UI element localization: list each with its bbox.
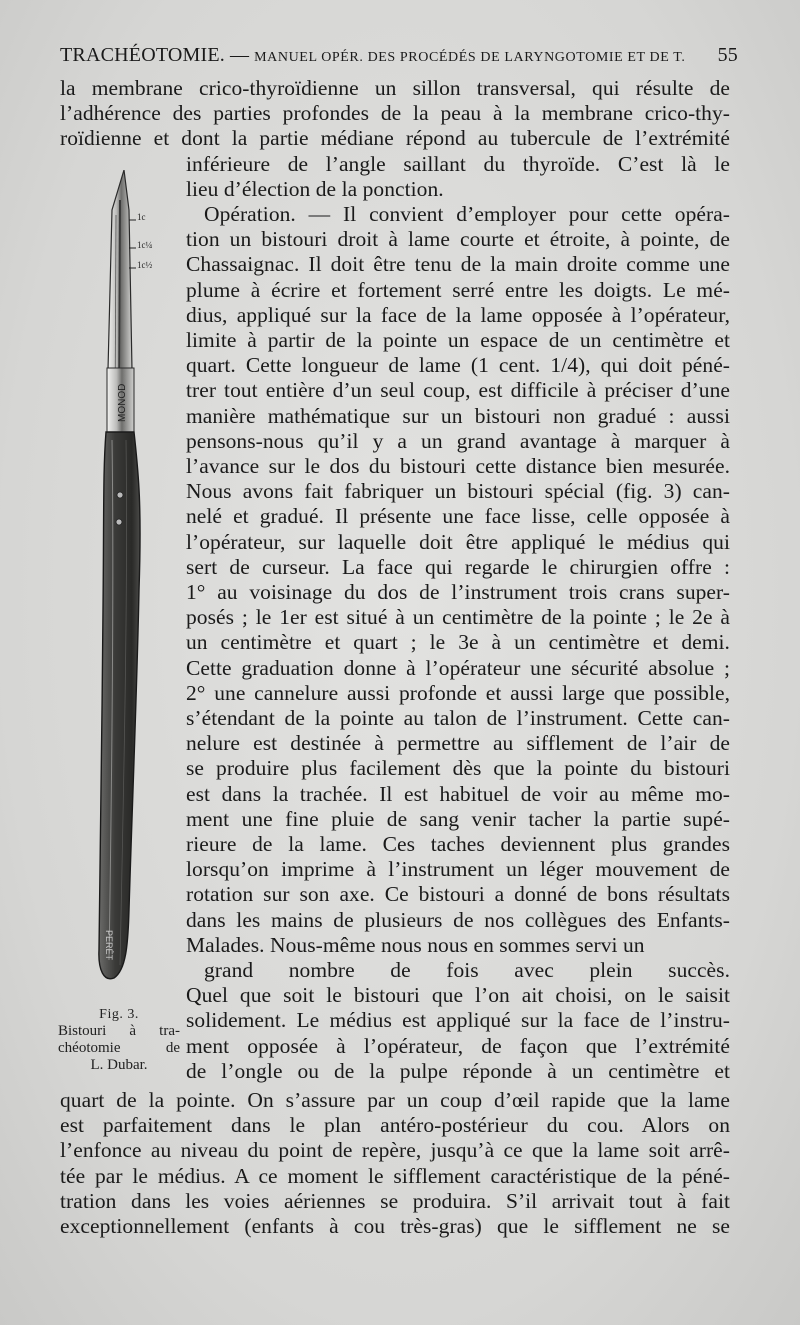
text-line: Opération. — Il convient d’employer pour cette opéra- <box>204 202 730 226</box>
text-line: Malades. Nous-même nous nous en sommes servi un <box>186 932 645 957</box>
caption-author: L. Dubar. <box>90 1057 148 1073</box>
text-line: lieu d’élection de la ponction. <box>186 176 444 201</box>
text-line: dans les mains de plusieurs de nos collègues des Enfants- <box>186 907 730 932</box>
caption-line-1 <box>58 1023 180 1040</box>
blade-mark-1: 1c <box>137 212 146 222</box>
text-line: Nous avons fait fabriquer un bistouri spécial (fig. 3) can- <box>186 479 730 504</box>
text-line: posés ; le 1er est situé à un centimètre de la pointe ; le 2e à <box>186 605 730 630</box>
text-line: Chassaignac. Il doit être tenu de la main droite comme une <box>186 252 730 277</box>
scalpel-illustration <box>82 170 162 985</box>
page-number: 55 <box>717 44 738 66</box>
text-line: limite à partir de la pointe un espace de un centimètre et <box>186 328 730 352</box>
text-line: tée par le médius. A ce moment le sifflement caractéristique de la péné- <box>60 1163 730 1188</box>
text-line: sert de curseur. La face qui regarde le chirurgien offre : <box>186 554 730 579</box>
blade-mark-2: 1c¼ <box>137 240 153 250</box>
text-line: manière mathématique sur un bistouri non gradué : aussi <box>186 403 730 428</box>
text-line: pensons-nous qu’il y a un grand avantage à marquer à <box>186 428 730 453</box>
text-line: se produire plus facilement dès que la pointe du bistouri <box>186 756 730 781</box>
text-line: rieure de la lame. Ces taches deviennent plus grandes <box>186 832 730 856</box>
caption-word: Bistouri <box>58 1023 107 1039</box>
text-line: quart de la pointe. On s’assure par un coup d’œil rapide que la lame <box>60 1088 730 1112</box>
running-header <box>60 44 738 67</box>
header-separator: — <box>225 45 255 66</box>
text-line: tration dans les voies aériennes se produira. S’il arrivait tout à fait <box>60 1188 730 1213</box>
text-line: nelé et gradué. Il présente une face lisse, celle opposée à <box>186 504 730 529</box>
text-line: trer tout entière d’un seul coup, est difficile à préciser d’une <box>186 378 730 403</box>
text-line: 1° au voisinage du dos de l’instrument trois crans super- <box>186 580 730 604</box>
figure-label: Fig. 3. <box>99 1007 139 1022</box>
text-line: de l’ongle ou de la pulpe réponde à un centimètre et <box>186 1058 730 1083</box>
text-line: l’avance sur le dos du bistouri cette distance bien mesurée. <box>186 454 730 478</box>
caption-word: de <box>165 1040 180 1056</box>
text-line: est dans la trachée. Il est habituel de voir au même mo- <box>186 781 730 806</box>
text-line: s’étendant de la pointe au talon de l’instrument. Cette can- <box>186 706 730 730</box>
caption-line-2 <box>58 1040 180 1057</box>
text-line: est parfaitement dans le plan antéro-postérieur du cou. Alors on <box>60 1113 730 1138</box>
text-line: Quel que soit le bistouri que l’on ait choisi, on le saisit <box>186 983 730 1008</box>
text-line: tion un bistouri droit à lame courte et étroite, à pointe, de <box>186 227 730 252</box>
engraving-maker-mark: MONOD <box>117 383 128 422</box>
header-title: TRACHÉOTOMIE. <box>60 44 226 66</box>
engraving-handle-mark: PERÉT <box>104 930 114 961</box>
text-line: nelure est destinée à permettre au sifflement de l’air de <box>186 731 730 756</box>
text-line: solidement. Le médius est appliqué sur la face de l’instru- <box>186 1008 730 1033</box>
text-line: ment une fine pluie de sang venir tacher la partie supé- <box>186 806 730 831</box>
scalpel-handle <box>99 432 140 979</box>
caption-word: à <box>129 1023 137 1039</box>
caption-word: chéotomie <box>58 1040 121 1056</box>
text-line: quart. Cette longueur de lame (1 cent. 1/4), qui doit péné- <box>186 353 730 378</box>
text-line: ment opposée à l’opérateur, de façon que l’extrémité <box>186 1033 730 1058</box>
text-line: l’enfonce au niveau du point de repère, jusqu’à ce que la lame soit arrê- <box>60 1138 730 1163</box>
text-line: lorsqu’on imprime à l’instrument un léger mouvement de <box>186 857 730 882</box>
text-line: dius, appliqué sur la face de la lame opposée à l’opérateur, <box>186 302 730 327</box>
blade-mark-3: 1c½ <box>137 260 153 270</box>
text-line: 2° une cannelure aussi profonde et aussi large que possible, <box>186 680 730 705</box>
text-line: un centimètre et quart ; le 3e à un centimètre et demi. <box>186 630 730 655</box>
text-line: roïdienne et dont la partie médiane répond au tubercule de l’extrémité <box>60 126 730 151</box>
caption-word: tra- <box>159 1023 180 1039</box>
text-line: la membrane crico-thyroïdienne un sillon transversal, qui résulte de <box>60 76 730 100</box>
text-line: rotation sur son axe. Ce bistouri a donné de bons résultats <box>186 882 730 907</box>
header-subtitle: MANUEL OPÉR. DES PROCÉDÉS DE LARYNGOTOMIE ET DE T. <box>254 50 686 65</box>
text-line: grand nombre de fois avec plein succès. <box>204 958 730 982</box>
figure-caption <box>58 1006 180 1074</box>
text-line: Cette graduation donne à l’opérateur une sécurité absolue ; <box>186 655 730 680</box>
text-line: l’adhérence des parties profondes de la peau à la membrane crico-thy- <box>60 101 730 126</box>
blade-graduation-marks <box>137 212 152 270</box>
text-line: exceptionnellement (enfants à cou très-gras) que le sifflement ne se <box>60 1214 730 1238</box>
text-line: l’opérateur, sur laquelle doit être appliqué le médius qui <box>186 529 730 554</box>
text-line: plume à écrire et fortement serré entre les doigts. Le mé- <box>186 277 730 302</box>
text-line: inférieure de l’angle saillant du thyroïde. C’est là le <box>186 151 730 176</box>
